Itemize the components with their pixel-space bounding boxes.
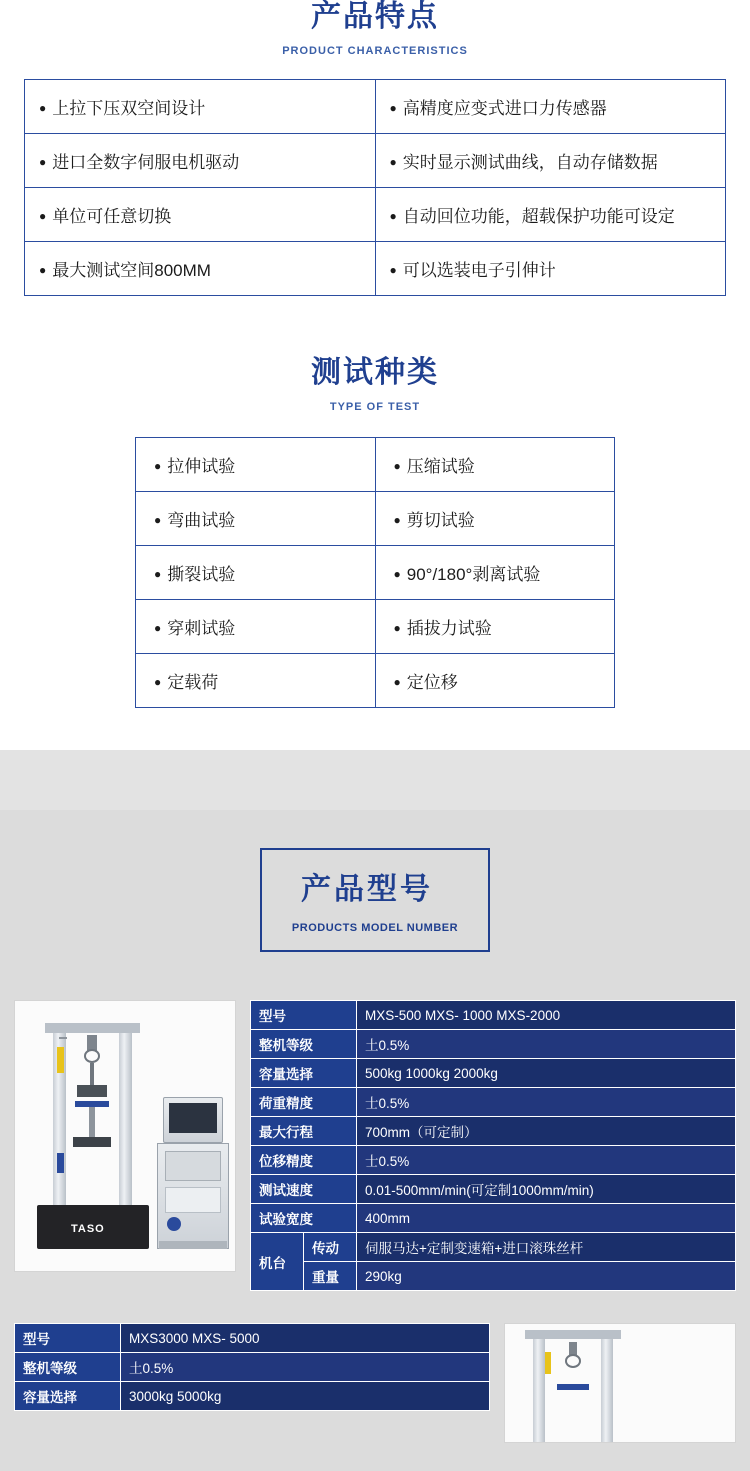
bullet-icon: ●	[154, 459, 162, 473]
feature-cell	[25, 80, 376, 134]
spec-block-2	[0, 1323, 750, 1443]
spec-value: 士0.5%	[357, 1088, 736, 1117]
table-row	[15, 1324, 490, 1353]
tests-table-wrap	[0, 437, 750, 708]
spec-group-label: 机台	[251, 1233, 304, 1291]
table-row	[15, 1353, 490, 1382]
machine2-column-left	[533, 1334, 545, 1443]
test-text: 插拔力试验	[406, 619, 492, 638]
bullet-icon: ●	[389, 209, 397, 223]
bullet-icon: ●	[154, 675, 162, 689]
model-subtitle: PRODUCTS MODEL NUMBER	[291, 922, 459, 934]
feature-cell	[25, 242, 376, 296]
test-cell	[136, 546, 376, 600]
bullet-icon: ●	[393, 459, 401, 473]
machine-photo	[14, 1000, 236, 1272]
bullet-icon: ●	[393, 675, 401, 689]
spec-key: 位移精度	[251, 1146, 357, 1175]
spec-value: 0.01-500mm/min(可定制1000mm/min)	[357, 1175, 736, 1204]
table-row	[25, 134, 726, 188]
test-cell	[136, 600, 376, 654]
test-cell	[375, 438, 615, 492]
spec-key: 最大行程	[251, 1117, 357, 1146]
machine2-column-right	[601, 1334, 613, 1443]
bullet-icon: ●	[39, 101, 47, 115]
feature-text: 上拉下压双空间设计	[52, 99, 206, 118]
feature-text: 可以选装电子引伸计	[402, 261, 556, 280]
feature-text: 最大测试空间800MM	[52, 261, 211, 280]
bullet-icon: ●	[154, 513, 162, 527]
test-text: 弯曲试验	[167, 511, 236, 530]
table-row	[25, 80, 726, 134]
table-row	[251, 1117, 736, 1146]
features-subtitle: PRODUCT CHARACTERISTICS	[282, 45, 468, 57]
bullet-icon: ●	[393, 621, 401, 635]
spec-value: 3000kg 5000kg	[121, 1382, 490, 1411]
feature-cell	[25, 188, 376, 242]
spec-table-2-wrap	[14, 1323, 490, 1411]
spec-key: 容量选择	[251, 1059, 357, 1088]
test-cell	[136, 654, 376, 708]
table-row	[251, 1059, 736, 1088]
table-row	[25, 242, 726, 296]
table-row	[136, 438, 615, 492]
tests-subtitle: TYPE OF TEST	[329, 401, 421, 413]
spec-key: 试验宽度	[251, 1204, 357, 1233]
features-table-wrap	[0, 79, 750, 296]
tests-heading	[0, 356, 750, 413]
model-title: 产品型号	[300, 873, 433, 906]
spec-value: MXS-500 MXS- 1000 MXS-2000	[357, 1001, 736, 1030]
model-section	[0, 810, 750, 1471]
machine-crosshead-top	[45, 1023, 140, 1033]
feature-cell	[375, 242, 726, 296]
spec-key: 荷重精度	[251, 1088, 357, 1117]
machine2-load-ring	[565, 1354, 581, 1368]
spec-sub-key: 重量	[304, 1262, 357, 1291]
machine-monitor-screen	[169, 1103, 217, 1133]
bullet-icon: ●	[39, 209, 47, 223]
tests-table	[135, 437, 615, 708]
table-row	[15, 1382, 490, 1411]
feature-text: 自动回位功能，超载保护功能可设定	[402, 207, 675, 226]
feature-cell	[375, 188, 726, 242]
test-cell	[375, 546, 615, 600]
spec-block-1	[0, 1000, 750, 1291]
model-number-box	[260, 848, 490, 952]
spec-key: 整机等级	[15, 1353, 121, 1382]
table-row	[251, 1030, 736, 1059]
table-row	[251, 1204, 736, 1233]
test-text: 定位移	[406, 673, 458, 692]
test-text: 拉伸试验	[167, 457, 236, 476]
brand-label: TASO	[71, 1223, 105, 1235]
table-row	[251, 1001, 736, 1030]
bullet-icon: ●	[389, 155, 397, 169]
table-row	[251, 1262, 736, 1291]
spec-value: 700mm（可定制）	[357, 1117, 736, 1146]
test-cell	[375, 492, 615, 546]
table-row	[251, 1146, 736, 1175]
feature-text: 进口全数字伺服电机驱动	[52, 153, 240, 172]
bullet-icon: ●	[39, 263, 47, 277]
table-row	[25, 188, 726, 242]
spec-key: 型号	[251, 1001, 357, 1030]
features-table	[24, 79, 726, 296]
spec-key: 型号	[15, 1324, 121, 1353]
spec-value: 士0.5%	[357, 1146, 736, 1175]
spec-value: 土0.5%	[121, 1353, 490, 1382]
tests-title: 测试种类	[311, 356, 439, 389]
table-row	[251, 1233, 736, 1262]
feature-cell	[375, 80, 726, 134]
test-text: 定载荷	[167, 673, 219, 692]
test-text: 穿刺试验	[167, 619, 236, 638]
table-row	[251, 1175, 736, 1204]
spec-table-1-wrap	[250, 1000, 736, 1291]
spec-value: 290kg	[357, 1262, 736, 1291]
bullet-icon: ●	[39, 155, 47, 169]
machine-grip-lower	[77, 1085, 107, 1097]
spec-table-1	[250, 1000, 736, 1291]
spec-sub-key: 传动	[304, 1233, 357, 1262]
spec-value: 400mm	[357, 1204, 736, 1233]
bullet-icon: ●	[393, 513, 401, 527]
test-cell	[136, 492, 376, 546]
table-row	[251, 1088, 736, 1117]
spec-key: 容量选择	[15, 1382, 121, 1411]
test-text: 剪切试验	[406, 511, 475, 530]
spec-value: 土0.5%	[357, 1030, 736, 1059]
machine-photo-secondary	[504, 1323, 736, 1443]
spec-table-2	[14, 1323, 490, 1411]
section-divider	[0, 750, 750, 810]
features-title: 产品特点	[311, 0, 439, 33]
feature-text: 单位可任意切换	[52, 207, 172, 226]
machine2-crosshead	[525, 1330, 621, 1339]
spec-key: 整机等级	[251, 1030, 357, 1059]
test-text: 撕裂试验	[167, 565, 236, 584]
features-heading	[0, 0, 750, 57]
feature-cell	[375, 134, 726, 188]
machine-column-right	[119, 1029, 132, 1205]
model-box-wrap	[0, 810, 750, 952]
table-row	[136, 654, 615, 708]
feature-text: 高精度应变式进口力传感器	[402, 99, 607, 118]
spec-key: 测试速度	[251, 1175, 357, 1204]
test-text: 压缩试验	[406, 457, 475, 476]
test-cell	[375, 600, 615, 654]
test-cell	[375, 654, 615, 708]
test-cell	[136, 438, 376, 492]
bullet-icon: ●	[389, 263, 397, 277]
bullet-icon: ●	[393, 567, 401, 581]
machine-load-ring	[84, 1049, 100, 1063]
feature-cell	[25, 134, 376, 188]
table-row	[136, 546, 615, 600]
feature-text: 实时显示测试曲线，自动存储数据	[402, 153, 658, 172]
test-text: 90°/180°剥离试验	[406, 565, 541, 584]
bullet-icon: ●	[389, 101, 397, 115]
bullet-icon: ●	[154, 621, 162, 635]
table-row	[136, 492, 615, 546]
table-row	[136, 600, 615, 654]
spec-value: MXS3000 MXS- 5000	[121, 1324, 490, 1353]
spec-value: 伺服马达+定制变速箱+进口滚珠丝杆	[357, 1233, 736, 1262]
bullet-icon: ●	[154, 567, 162, 581]
spec-value: 500kg 1000kg 2000kg	[357, 1059, 736, 1088]
